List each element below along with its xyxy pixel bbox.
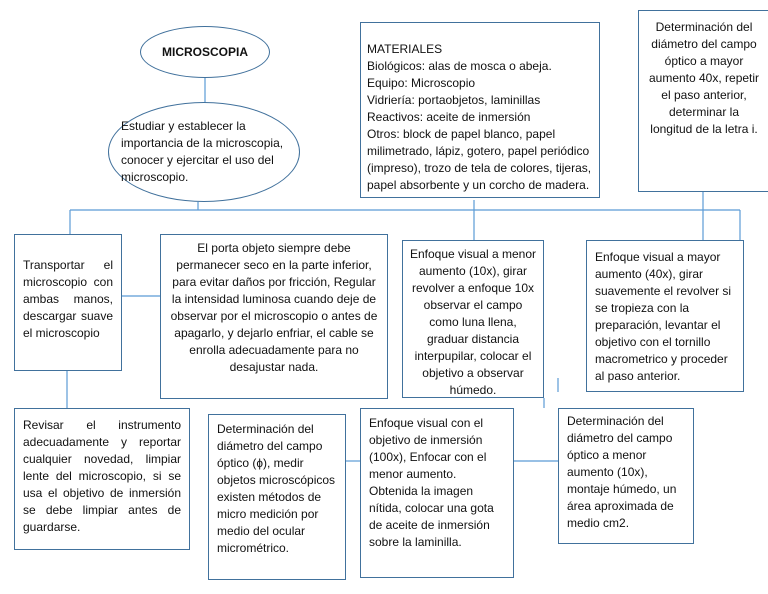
step-immersion-text: Enfoque visual con el objetivo de inmersión (100x), Enfocar con el menor aumento. Obtenida la imagen nítida, colocar una gota de aceite de inmersión sobre la laminilla. [369,416,494,549]
materials-line-others: Otros: block de papel blanco, papel milimetrado, lápiz, gotero, papel periódico (impreso), trozo de tela de colores, tijeras, papel absorbente y un corcho de madera. [367,127,592,192]
step-diameter-low-magnification [558,408,694,544]
materials-heading: MATERIALES [367,42,443,56]
step-focus-high-magnification [586,240,744,392]
step-diameter-micrometer [208,414,346,580]
step-review-text: Revisar el instrumento adecuadamente y reportar cualquier novedad, limpiar lente del microscopio, si se usa el objetivo de inmersión se debe limpiar antes de guardarse. [23,418,181,534]
step-focus-low-magnification [402,240,544,398]
step-transport-text: Transportar el microscopio con ambas manos, descargar suave el microscopio [23,258,113,340]
objective-text: Estudiar y establecer la importancia de la microscopia, conocer y ejercitar el uso del microscopio. [121,119,284,184]
materials-line-equipment: Equipo: Microscopio [367,76,476,90]
step-diameter-high-magnification [638,10,768,192]
materials-line-biological: Biológicos: alas de mosca o abeja. [367,59,552,73]
step-focus-low-text: Enfoque visual a menor aumento (10x), girar revolver a enfoque 10x observar el campo como luna llena, graduar distancia interpupilar, colocar el objetivo a observar húmedo. [409,247,537,397]
step-slide-care-text: El porta objeto siempre debe permanecer seco en la parte inferior, para evitar daños por fricción, Regular la intensidad luminosa cuando deje de observar por el microscopio o antes de apagarlo, y dejarlo enfriar, el cable se enrolla adecuadamente para no desajustar nada. [170,241,378,374]
step-review-instrument [14,408,190,550]
title-text: MICROSCOPIA [161,45,248,59]
step-transport [14,234,122,371]
materials-box [360,22,600,198]
step-diameter-low-text: Determinación del diámetro del campo óptico a menor aumento (10x), montaje húmedo, un área aproximada de medio cm2. [567,414,677,530]
step-slide-care [160,234,388,399]
step-diameter-high-text: Determinación del diámetro del campo óptico a mayor aumento 40x, repetir el paso anterior, determinar la longitud de la letra i. [648,20,760,136]
objective-node [108,102,300,202]
step-immersion-focus [360,408,514,578]
step-diameter-micro-text: Determinación del diámetro del campo óptico (ɸ), medir objetos microscópicos existen métodos de micro medición por medio del ocular micrométrico. [217,422,336,555]
materials-line-glassware: Vidriería: portaobjetos, laminillas [367,93,541,107]
step-focus-high-text: Enfoque visual a mayor aumento (40x), girar suavemente el revolver si se tropieza con la preparación, levantar el objetivo con el tornillo macrometrico y proceder al paso anterior. [595,250,732,383]
title-node [140,26,270,78]
materials-line-reagents: Reactivos: aceite de inmersión [367,110,531,124]
